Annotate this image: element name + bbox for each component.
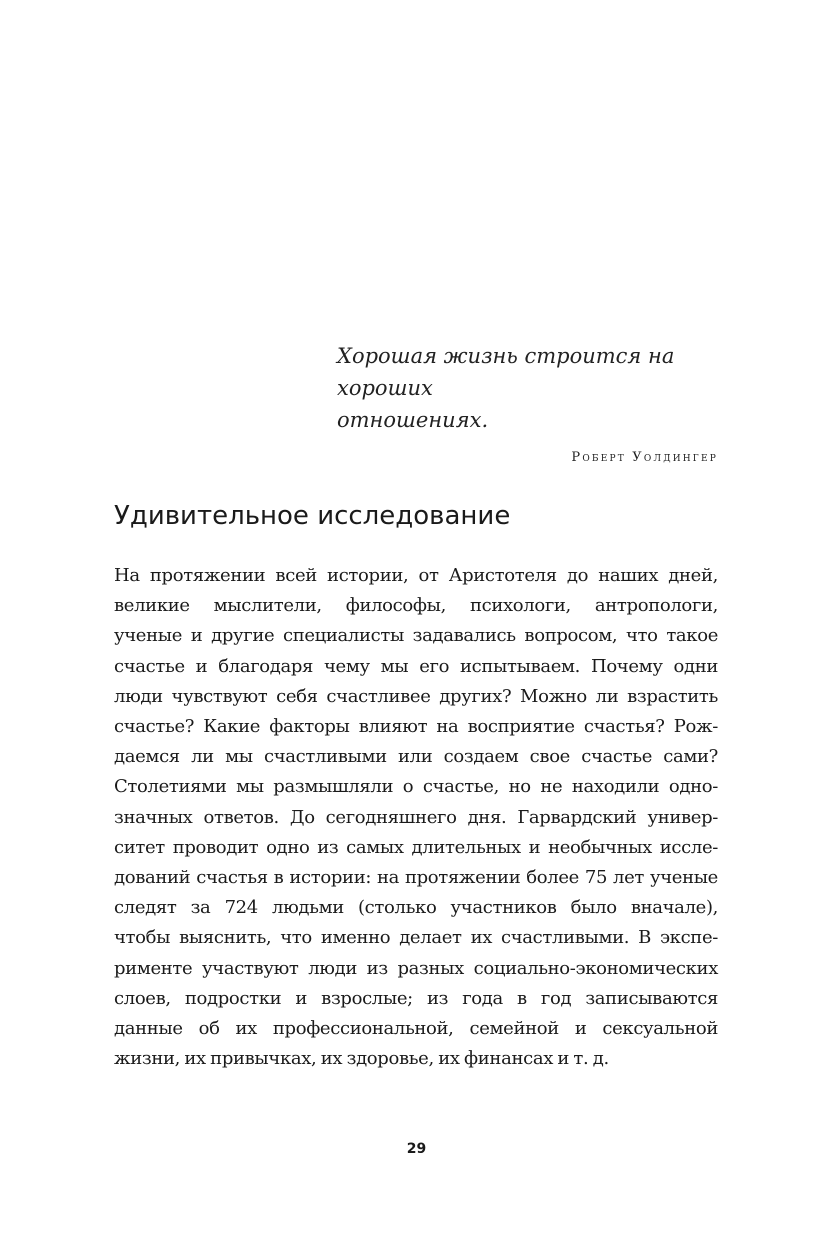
paragraph-line: дований счастья в истории: на протяжении более 75 лет ученые xyxy=(114,867,718,889)
paragraph-line: великие мыслители, философы, психологи, антропологи, xyxy=(114,595,718,617)
epigraph xyxy=(337,340,722,465)
paragraph-line: На протяжении всей истории, от Аристотеля до наших дней, xyxy=(114,565,718,586)
epigraph-quote xyxy=(337,340,722,436)
paragraph-line: даемся ли мы счастливыми или создаем свое счастье сами? xyxy=(114,746,718,768)
paragraph-line: ситет проводит одно из самых длительных и необычных иссле- xyxy=(114,836,718,858)
paragraph-line: ученые и другие специалисты задавались вопросом, что такое xyxy=(114,625,718,647)
paragraph-line: данные об их профессиональной, семейной и сексуальной xyxy=(114,1018,718,1040)
page-number: 29 xyxy=(406,1141,427,1157)
epigraph-line: отношениях. xyxy=(337,408,489,432)
paragraph-line: слоев, подростки и взрослые; из года в год записываются xyxy=(114,987,718,1009)
paragraph-line: следят за 724 людьми (столько участников было вначале), xyxy=(114,897,718,919)
paragraph-line: счастье? Какие факторы влияют на восприятие счастья? Рож- xyxy=(114,716,718,738)
section-heading: Удивительное исследование xyxy=(114,501,511,531)
paragraph-line: значных ответов. До сегодняшнего дня. Гарвардский универ- xyxy=(114,806,718,828)
paragraph-line: счастье и благодаря чему мы его испытываем. Почему одни xyxy=(114,655,718,677)
paragraph-line: рименте участвуют люди из разных социально-экономических xyxy=(114,957,718,979)
epigraph-line: Хорошая жизнь строится на хороших xyxy=(337,344,675,400)
paragraph-line: жизни, их привычках, их здоровье, их финансах и т. д. xyxy=(114,1048,609,1070)
paragraph-line: чтобы выяснить, что именно делает их счастливыми. В экспе- xyxy=(114,927,718,949)
epigraph-author: Роберт Уолдингер xyxy=(571,450,718,465)
paragraph-line: Столетиями мы размышляли о счастье, но не находили одно- xyxy=(114,776,718,798)
paragraph-line: люди чувствуют себя счастливее других? Можно ли взрастить xyxy=(114,685,718,707)
body-paragraph xyxy=(114,561,718,1074)
